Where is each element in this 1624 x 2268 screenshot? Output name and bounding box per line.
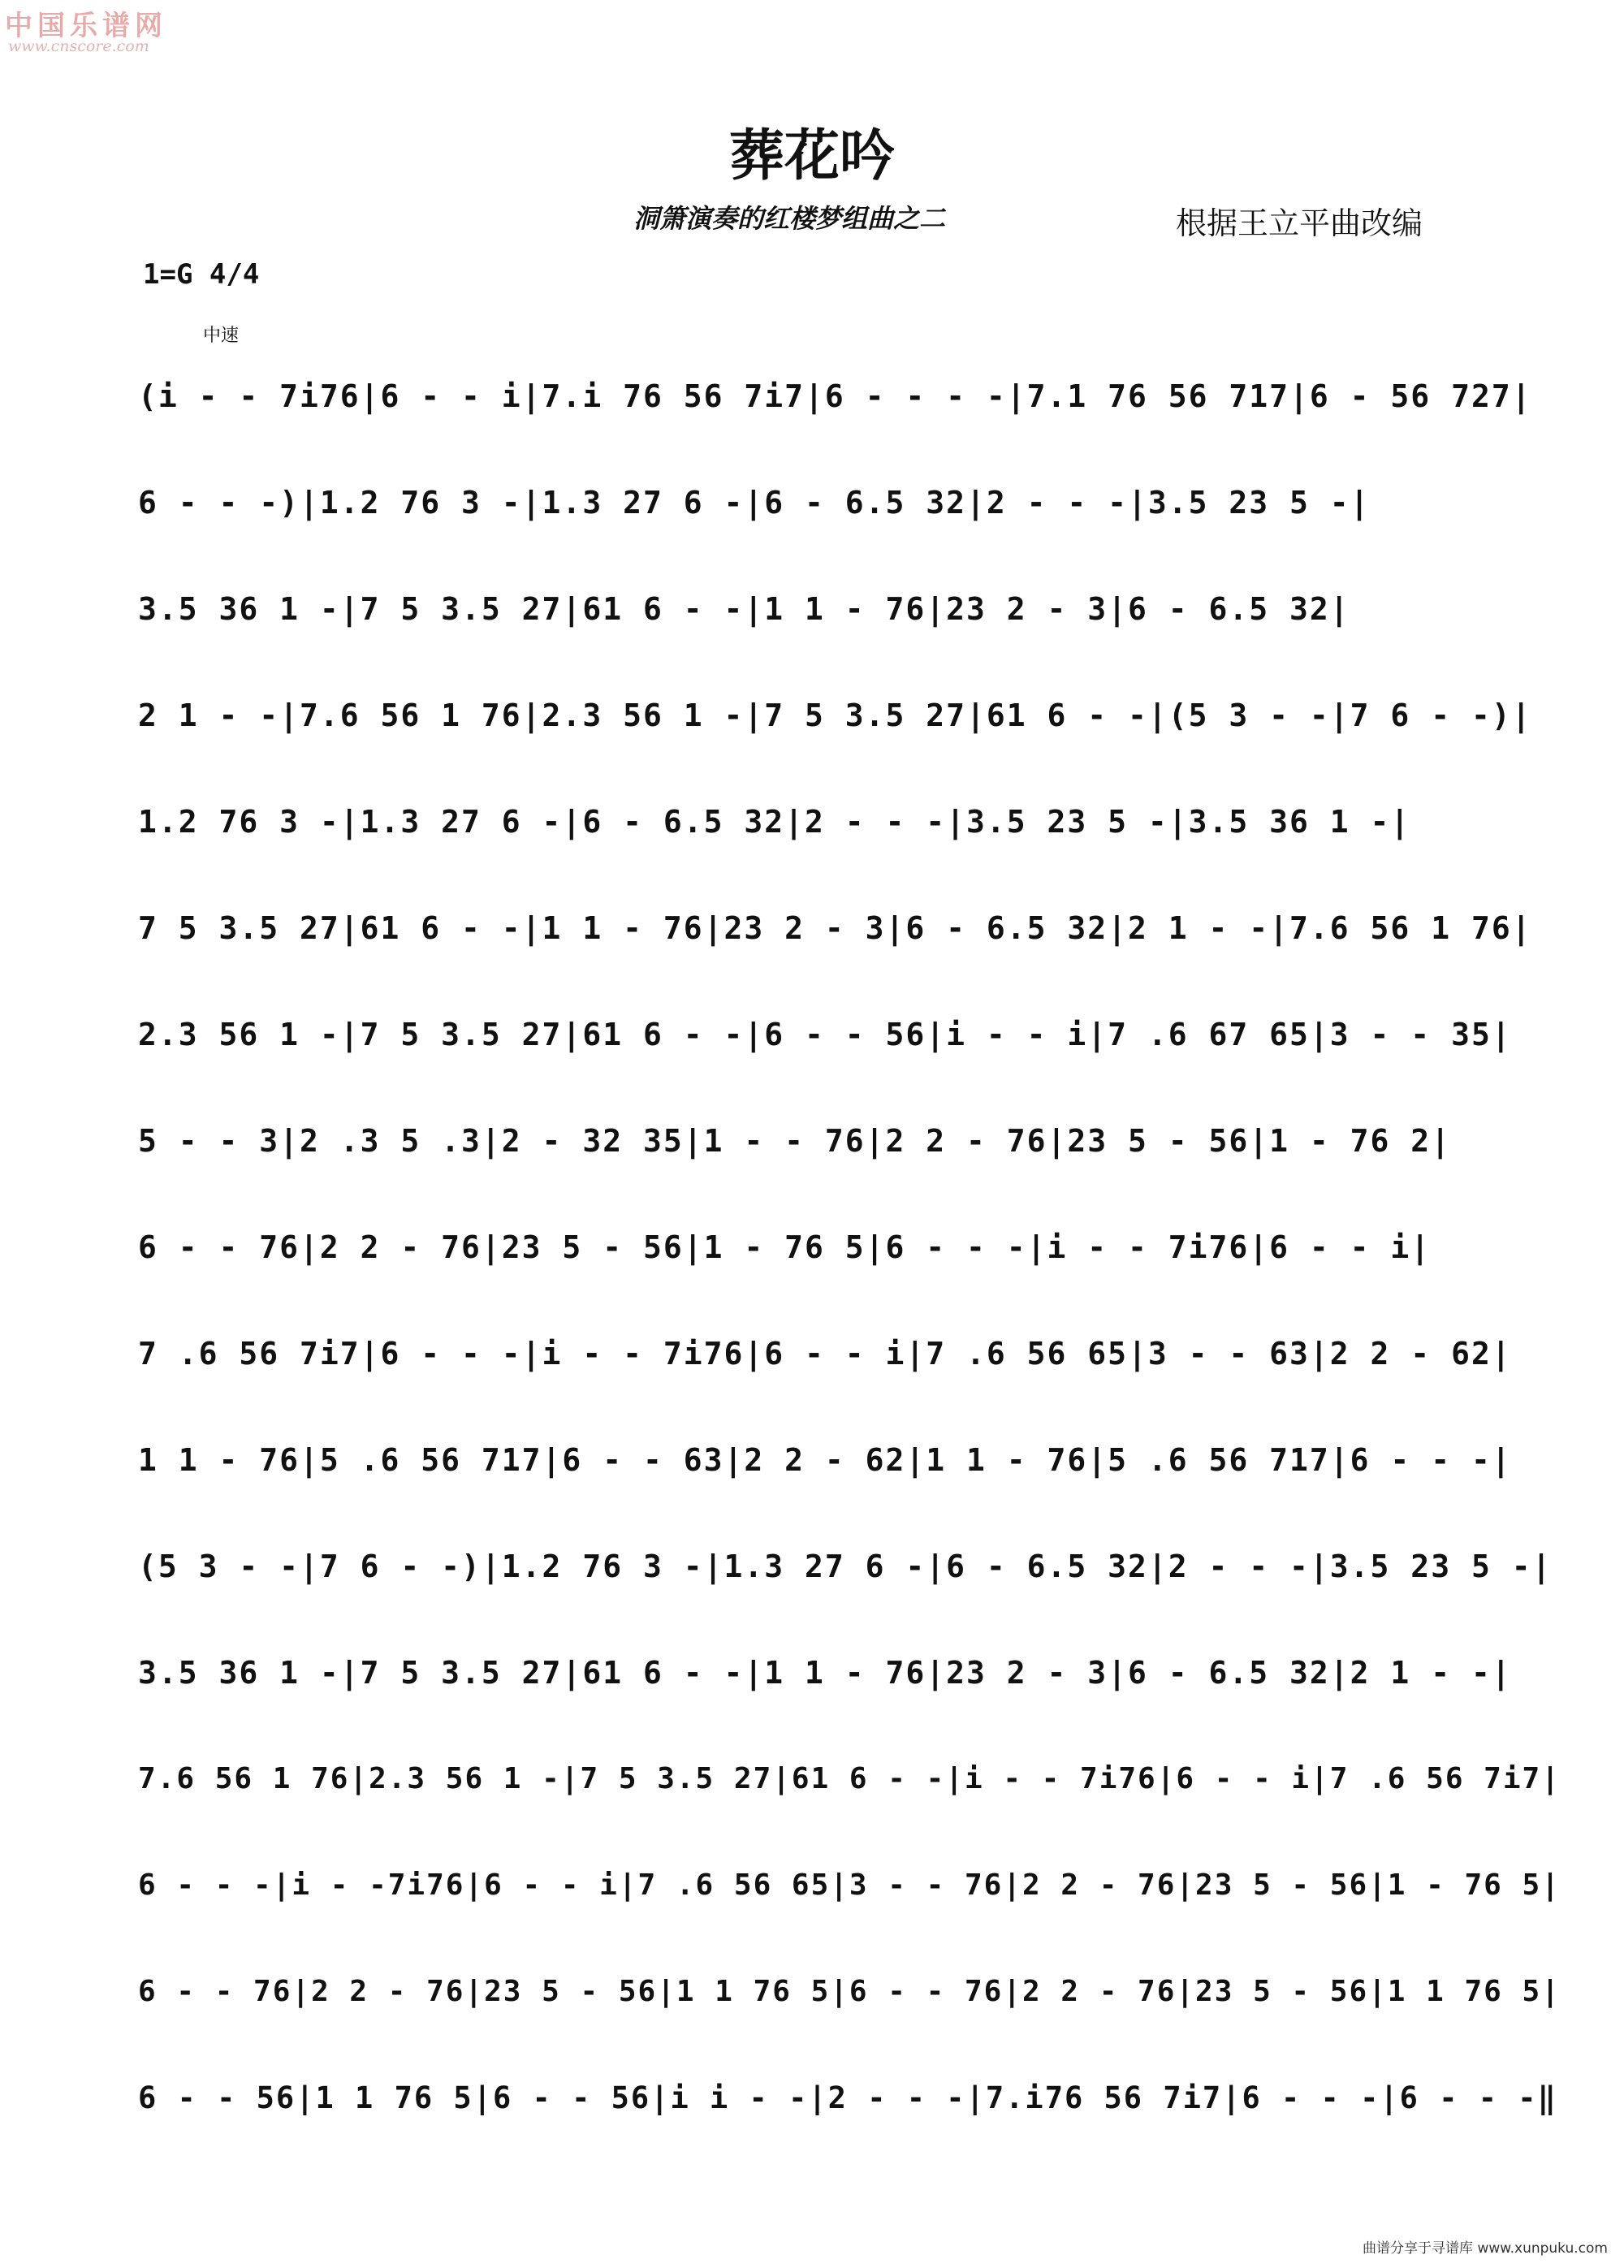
key-signature: 1=G 4/4 xyxy=(143,258,260,291)
score-line: 7 .6 56 7i7|6 - - -|i - - 7i76|6 - - i|7 .6 56 65|3 - - 63|2 2 - 62| xyxy=(138,1336,1512,1372)
score-line: 5 - - 3|2 .3 5 .3|2 - 32 35|1 - - 76|2 2 - 76|23 5 - 56|1 - 76 2| xyxy=(138,1123,1452,1159)
score-line: 3.5 36 1 -|7 5 3.5 27|61 6 - -|1 1 - 76|23 2 - 3|6 - 6.5 32| xyxy=(138,591,1350,627)
score-line: 2 1 - -|7.6 56 1 76|2.3 56 1 -|7 5 3.5 27|61 6 - -|(5 3 - -|7 6 - -)| xyxy=(138,698,1532,733)
score-line: 6 - - -)|1.2 76 3 -|1.3 27 6 -|6 - 6.5 32|2 - - -|3.5 23 5 -| xyxy=(138,485,1371,521)
score-line: 6 - - 56|1 1 76 5|6 - - 56|i i - -|2 - - -|7.i76 56 7i7|6 - - -|6 - - -‖ xyxy=(138,2080,1557,2115)
score-line: 6 - - -|i - -7i76|6 - - i|7 .6 56 65|3 - - 76|2 2 - 76|23 5 - 56|1 - 76 5| xyxy=(138,1868,1561,1902)
score-body xyxy=(138,357,1592,2166)
score-title: 葬花吟 xyxy=(728,123,895,188)
score-line: 7.6 56 1 76|2.3 56 1 -|7 5 3.5 27|61 6 - -|i - - 7i76|6 - - i|7 .6 56 7i7| xyxy=(138,1762,1561,1795)
score-line: 6 - - 76|2 2 - 76|23 5 - 56|1 1 76 5|6 - - 76|2 2 - 76|23 5 - 56|1 1 76 5| xyxy=(138,1975,1561,2008)
watermark-url: www.cnscore.com xyxy=(8,37,149,55)
score-line: 1.2 76 3 -|1.3 27 6 -|6 - 6.5 32|2 - - -|3.5 23 5 -|3.5 36 1 -| xyxy=(138,804,1411,840)
tempo-marking: 中速 xyxy=(203,326,240,346)
watermark-site-name: 中国乐谱网 xyxy=(5,10,167,42)
score-line: (i - - 7i76|6 - - i|7.i 76 56 7i7|6 - - - -|7.1 76 56 717|6 - 56 727| xyxy=(138,378,1532,414)
score-line: (5 3 - -|7 6 - -)|1.2 76 3 -|1.3 27 6 -|6 - 6.5 32|2 - - -|3.5 23 5 -| xyxy=(138,1549,1553,1584)
score-line: 3.5 36 1 -|7 5 3.5 27|61 6 - -|1 1 - 76|23 2 - 3|6 - 6.5 32|2 1 - -| xyxy=(138,1655,1512,1691)
score-line: 6 - - 76|2 2 - 76|23 5 - 56|1 - 76 5|6 - - -|i - - 7i76|6 - - i| xyxy=(138,1229,1432,1265)
footer-watermark: 曲谱分享于寻谱库 www.xunpuku.com xyxy=(1363,2240,1608,2257)
score-line: 7 5 3.5 27|61 6 - -|1 1 - 76|23 2 - 3|6 - 6.5 32|2 1 - -|7.6 56 1 76| xyxy=(138,910,1532,946)
score-subtitle: 洞箫演奏的红楼梦组曲之二 xyxy=(633,203,946,234)
score-line: 1 1 - 76|5 .6 56 717|6 - - 63|2 2 - 62|1 1 - 76|5 .6 56 717|6 - - -| xyxy=(138,1442,1512,1478)
composer-credit: 根据王立平曲改编 xyxy=(1176,205,1423,241)
score-line: 2.3 56 1 -|7 5 3.5 27|61 6 - -|6 - - 56|i - - i|7 .6 67 65|3 - - 35| xyxy=(138,1017,1512,1052)
